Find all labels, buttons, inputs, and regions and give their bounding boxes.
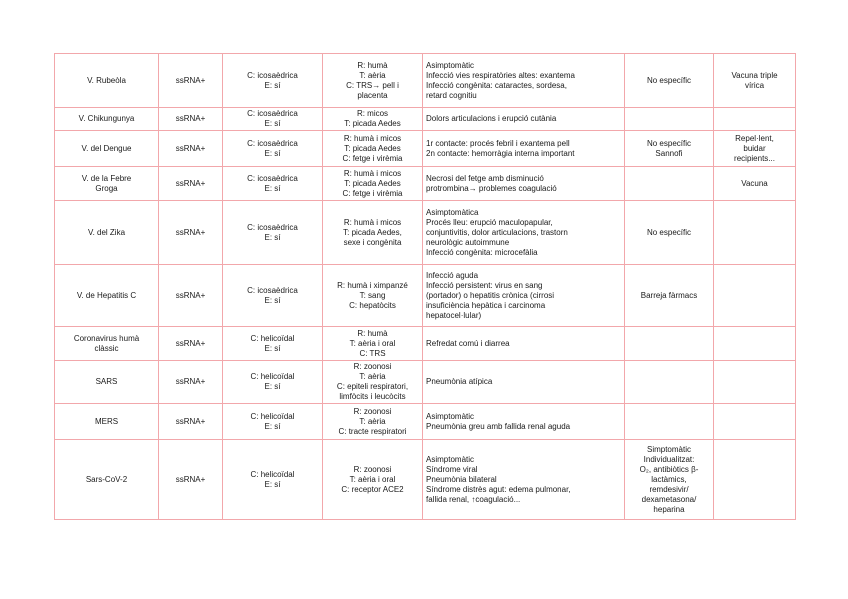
cell-text: limfòcits i leucòcits: [339, 392, 406, 401]
cell-text: Procés lleu: erupció maculopapular,: [426, 217, 553, 227]
cell-transmission: [323, 265, 423, 327]
cell-text: dexametasona/: [641, 494, 697, 504]
cell-transmission: [323, 361, 423, 404]
cell-capsid: [223, 361, 323, 404]
cell-name: [55, 404, 159, 440]
cell-text: C: receptor ACE2: [341, 484, 404, 494]
cell-capsid: [223, 327, 323, 361]
cell-transmission: [323, 404, 423, 440]
cell-capsid: [223, 404, 323, 440]
cell-text: R: zoonosi: [353, 362, 392, 371]
cell-clinical: [423, 440, 625, 520]
cell-text: E: sí: [264, 295, 281, 305]
cell-treatment: [625, 201, 714, 265]
cell-text: recipients...: [734, 153, 775, 163]
cell-name: [55, 201, 159, 265]
cell-genome: ssRNA+: [159, 265, 223, 327]
cell-text: retard cognitiu: [426, 90, 477, 100]
cell-text: Vacuna: [741, 178, 768, 188]
cell-genome: ssRNA+: [159, 201, 223, 265]
cell-text: neurològic autoimmune: [426, 237, 510, 247]
cell-text: Sannofi: [655, 148, 683, 158]
cell-text: C: icosaèdrica: [247, 70, 298, 80]
cell-text: Pneumònia greu amb fallida renal aguda: [426, 421, 571, 431]
cell-text: C: fetge i virèmia: [342, 153, 403, 163]
cell-text: T: picada Aedes: [344, 119, 401, 128]
cell-text: E: sí: [264, 421, 281, 431]
cell-text: T: aèria: [359, 70, 386, 80]
cell-transmission: [323, 131, 423, 167]
cell-text: Infecció persistent: virus en sang: [426, 280, 543, 290]
cell-text: protrombina→ problemes coagulació: [426, 183, 557, 193]
cell-text: No específic: [646, 75, 692, 85]
cell-name: [55, 131, 159, 167]
cell-text: lactàmics,: [651, 474, 687, 484]
cell-prevention: [714, 327, 796, 361]
cell-text: buidar: [743, 143, 766, 153]
cell-clinical: [423, 54, 625, 108]
cell-text: Vacuna triple: [731, 70, 778, 80]
cell-text: remdesivir/: [649, 484, 689, 494]
cell-text: T: picada Aedes: [344, 178, 401, 188]
cell-genome: ssRNA+: [159, 131, 223, 167]
cell-text: R: micos: [356, 109, 389, 118]
cell-text: C: helicoïdal: [250, 411, 295, 421]
table-row: [55, 265, 796, 327]
cell-text: Pneumònia atípica: [426, 377, 493, 386]
cell-clinical: [423, 167, 625, 201]
cell-transmission: [323, 440, 423, 520]
cell-clinical: [423, 327, 625, 361]
cell-text: T: picada Aedes,: [343, 227, 402, 237]
cell-text: E: sí: [264, 479, 281, 489]
cell-text: E: sí: [264, 119, 281, 128]
cell-prevention: [714, 201, 796, 265]
cell-capsid: [223, 131, 323, 167]
cell-text: O₂, antibiòtics β-: [639, 464, 699, 474]
cell-text: sexe i congènita: [343, 237, 402, 247]
cell-text: Asimptomàtica: [426, 207, 479, 217]
cell-text: C: icosaèdrica: [247, 285, 298, 295]
cell-clinical: [423, 404, 625, 440]
cell-treatment: [625, 361, 714, 404]
cell-text: V. del Zika: [87, 227, 126, 237]
table-row: [55, 201, 796, 265]
cell-text: fallida renal, ↑coagulació...: [426, 494, 521, 504]
cell-clinical: [423, 265, 625, 327]
table-row: [55, 361, 796, 404]
table-row: [55, 108, 796, 131]
cell-text: V. de la Febre: [81, 173, 132, 183]
cell-text: E: sí: [264, 382, 281, 391]
cell-prevention: [714, 404, 796, 440]
cell-text: R: humà i ximpanzé: [337, 280, 408, 290]
table-row: [55, 404, 796, 440]
cell-text: (portador) o hepatitis crònica (cirrosi: [426, 290, 555, 300]
cell-text: Necrosi del fetge amb disminució: [426, 173, 544, 183]
cell-text: heparina: [653, 504, 685, 514]
cell-text: Síndrome viral: [426, 464, 478, 474]
cell-text: R: zoonosi: [353, 464, 392, 474]
cell-genome: ssRNA+: [159, 54, 223, 108]
cell-text: V. del Dengue: [81, 143, 132, 153]
cell-text: Repel·lent,: [735, 133, 774, 143]
cell-capsid: [223, 108, 323, 131]
cell-text: conjuntivitis, dolor articulacions, trastorn: [426, 227, 568, 237]
cell-transmission: [323, 201, 423, 265]
cell-name: [55, 54, 159, 108]
cell-text: C: icosaèdrica: [247, 109, 298, 118]
cell-treatment: [625, 327, 714, 361]
cell-text: E: sí: [264, 148, 281, 158]
cell-treatment: [625, 440, 714, 520]
cell-text: Sars-CoV-2: [85, 474, 128, 484]
cell-text: T: aèria: [359, 372, 386, 381]
cell-treatment: [625, 54, 714, 108]
cell-text: C: icosaèdrica: [247, 173, 298, 183]
cell-name: [55, 440, 159, 520]
cell-text: 2n contacte: hemorràgia interna important: [426, 148, 575, 158]
cell-text: No específic: [646, 138, 692, 148]
cell-name: [55, 167, 159, 201]
table-row: [55, 131, 796, 167]
cell-genome: ssRNA+: [159, 440, 223, 520]
cell-text: R: humà: [357, 60, 388, 70]
cell-text: Infecció aguda: [426, 270, 479, 280]
cell-text: Coronavirus humà: [73, 333, 140, 343]
cell-prevention: [714, 361, 796, 404]
cell-text: R: humà: [357, 328, 388, 338]
cell-transmission: [323, 108, 423, 131]
cell-text: T: aèria i oral: [349, 474, 396, 484]
cell-prevention: [714, 440, 796, 520]
cell-text: T: sang: [359, 290, 386, 300]
cell-clinical: [423, 361, 625, 404]
cell-treatment: [625, 265, 714, 327]
cell-text: R: humà i micos: [343, 133, 402, 143]
cell-text: Individualitzat:: [643, 454, 695, 464]
cell-name: [55, 361, 159, 404]
cell-genome: ssRNA+: [159, 108, 223, 131]
cell-name: [55, 108, 159, 131]
cell-text: E: sí: [264, 80, 281, 90]
cell-text: V. Chikungunya: [78, 114, 135, 123]
cell-transmission: [323, 327, 423, 361]
cell-transmission: [323, 167, 423, 201]
cell-capsid: [223, 201, 323, 265]
cell-text: hepatocel·lular): [426, 310, 482, 320]
table-row: [55, 167, 796, 201]
cell-text: Síndrome distrès agut: edema pulmonar,: [426, 484, 571, 494]
cell-prevention: [714, 54, 796, 108]
cell-text: C: helicoïdal: [250, 469, 295, 479]
cell-text: No específic: [646, 227, 692, 237]
cell-text: MERS: [94, 416, 119, 426]
cell-text: Pneumònia bilateral: [426, 474, 497, 484]
cell-text: Infecció vies respiratòries altes: exantema: [426, 70, 575, 80]
cell-text: Infecció congènita: cataractes, sordesa,: [426, 80, 567, 90]
cell-treatment: [625, 167, 714, 201]
cell-clinical: [423, 131, 625, 167]
cell-text: clàssic: [94, 343, 119, 353]
cell-clinical: [423, 108, 625, 131]
cell-text: C: icosaèdrica: [247, 138, 298, 148]
table-row: [55, 327, 796, 361]
cell-text: C: TRS→ pell i: [346, 80, 399, 90]
cell-text: vírica: [744, 80, 765, 90]
cell-text: Dolors articulacions i erupció cutània: [426, 114, 557, 123]
cell-text: 1r contacte: procés febril i exantema pell: [426, 138, 570, 148]
cell-text: T: aèria i oral: [349, 338, 396, 348]
cell-genome: ssRNA+: [159, 361, 223, 404]
cell-treatment: [625, 131, 714, 167]
cell-text: R: zoonosi: [353, 406, 392, 416]
cell-capsid: [223, 265, 323, 327]
cell-text: Simptomàtic: [646, 444, 691, 454]
cell-text: insuficiència hepàtica i carcinoma: [426, 300, 546, 310]
cell-text: C: tracte respiratori: [338, 426, 407, 436]
cell-text: C: helicoïdal: [250, 333, 295, 343]
cell-capsid: [223, 440, 323, 520]
cell-text: Refredat comú i diarrea: [426, 338, 510, 348]
cell-text: Infecció congènita: microcefàlia: [426, 247, 538, 257]
cell-text: V. de Hepatitis C: [76, 290, 137, 300]
cell-prevention: [714, 265, 796, 327]
cell-text: E: sí: [264, 232, 281, 242]
cell-text: Asimptomàtic: [426, 454, 475, 464]
cell-prevention: [714, 167, 796, 201]
cell-text: Groga: [95, 183, 118, 193]
cell-text: Asimptomàtic: [426, 411, 475, 421]
cell-text: R: humà i micos: [343, 217, 402, 227]
cell-transmission: [323, 54, 423, 108]
cell-text: C: helicoïdal: [250, 372, 295, 381]
cell-text: C: icosaèdrica: [247, 222, 298, 232]
cell-genome: ssRNA+: [159, 327, 223, 361]
cell-text: V. Rubeòla: [87, 75, 126, 85]
cell-text: E: sí: [264, 183, 281, 193]
cell-name: [55, 265, 159, 327]
cell-treatment: [625, 404, 714, 440]
cell-capsid: [223, 167, 323, 201]
cell-text: placenta: [357, 90, 388, 100]
cell-genome: ssRNA+: [159, 167, 223, 201]
cell-text: C: TRS: [359, 348, 386, 358]
cell-clinical: [423, 201, 625, 265]
virus-table-body: [55, 54, 796, 520]
cell-prevention: [714, 108, 796, 131]
cell-text: Asimptomàtic: [426, 60, 475, 70]
cell-text: C: hepatòcits: [349, 300, 396, 310]
cell-text: SARS: [95, 377, 118, 386]
table-row: [55, 440, 796, 520]
cell-text: E: sí: [264, 343, 281, 353]
cell-text: C: fetge i virèmia: [342, 188, 403, 198]
virus-table: [54, 53, 796, 520]
cell-capsid: [223, 54, 323, 108]
cell-text: T: aèria: [359, 416, 386, 426]
cell-prevention: [714, 131, 796, 167]
cell-text: Barreja fàrmacs: [640, 290, 698, 300]
table-row: [55, 54, 796, 108]
cell-text: T: picada Aedes: [344, 143, 401, 153]
cell-genome: ssRNA+: [159, 404, 223, 440]
cell-treatment: [625, 108, 714, 131]
cell-text: C: epiteli respiratori,: [336, 382, 409, 391]
cell-name: [55, 327, 159, 361]
cell-text: R: humà i micos: [343, 168, 402, 178]
